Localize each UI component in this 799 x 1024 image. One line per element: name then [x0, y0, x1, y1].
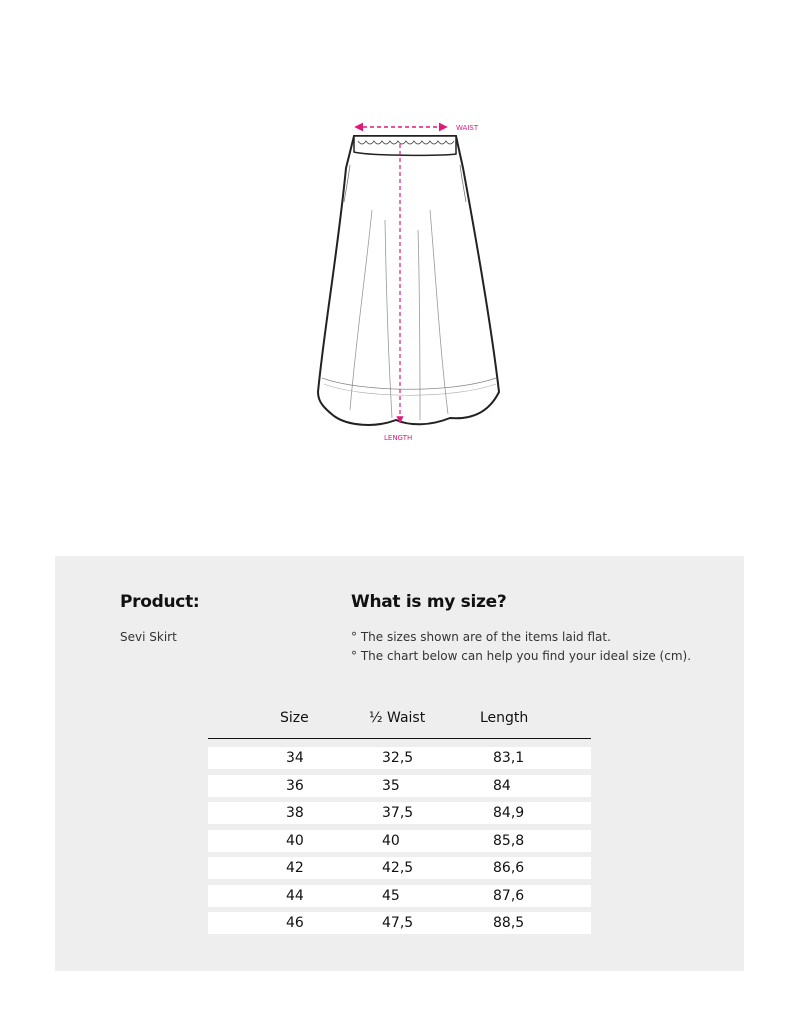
cell-length: 88,5 [493, 915, 525, 931]
size-guide-panel [55, 556, 744, 971]
cell-size: 40 [286, 832, 304, 849]
skirt-outline [318, 136, 499, 425]
cell-half-waist: 35 [382, 777, 400, 794]
table-row [208, 912, 591, 934]
cell-length: 84 [493, 777, 511, 794]
size-table [208, 706, 591, 940]
cell-length: 85,8 [493, 832, 525, 849]
cell-half-waist: 40 [382, 832, 400, 849]
table-row [208, 885, 591, 907]
size-note: ° The chart below can help you find your ideal size (cm). [351, 649, 692, 663]
waist-label: WAIST [456, 124, 479, 132]
table-header [208, 706, 591, 739]
header-half-waist: ½ Waist [369, 710, 426, 726]
cell-size: 38 [286, 805, 304, 821]
table-body [208, 747, 591, 934]
length-label: LENGTH [384, 434, 413, 442]
table-row [208, 802, 591, 824]
skirt-illustration [300, 110, 510, 450]
cell-length: 86,6 [493, 860, 525, 876]
cell-size: 46 [286, 915, 304, 931]
cell-size: 34 [286, 750, 304, 766]
cell-length: 83,1 [493, 750, 525, 766]
size-notes [351, 628, 691, 666]
cell-length: 84,9 [493, 805, 525, 821]
cell-half-waist: 37,5 [382, 805, 414, 821]
table-row [208, 857, 591, 879]
header-size: Size [280, 710, 309, 726]
cell-half-waist: 32,5 [382, 750, 414, 766]
table-row [208, 775, 591, 797]
cell-half-waist: 45 [382, 887, 400, 904]
cell-size: 42 [286, 860, 304, 876]
product-heading: Product: [120, 592, 200, 612]
cell-size: 44 [286, 887, 304, 904]
size-heading: What is my size? [351, 592, 507, 612]
product-name: Sevi Skirt [120, 630, 177, 644]
size-note: ° The sizes shown are of the items laid flat. [351, 630, 611, 644]
cell-half-waist: 42,5 [382, 860, 414, 876]
waistband [354, 136, 456, 155]
header-length: Length [480, 710, 529, 726]
cell-size: 36 [286, 777, 304, 794]
table-row [208, 747, 591, 769]
table-row [208, 830, 591, 852]
cell-half-waist: 47,5 [382, 915, 414, 931]
cell-length: 87,6 [493, 887, 525, 904]
